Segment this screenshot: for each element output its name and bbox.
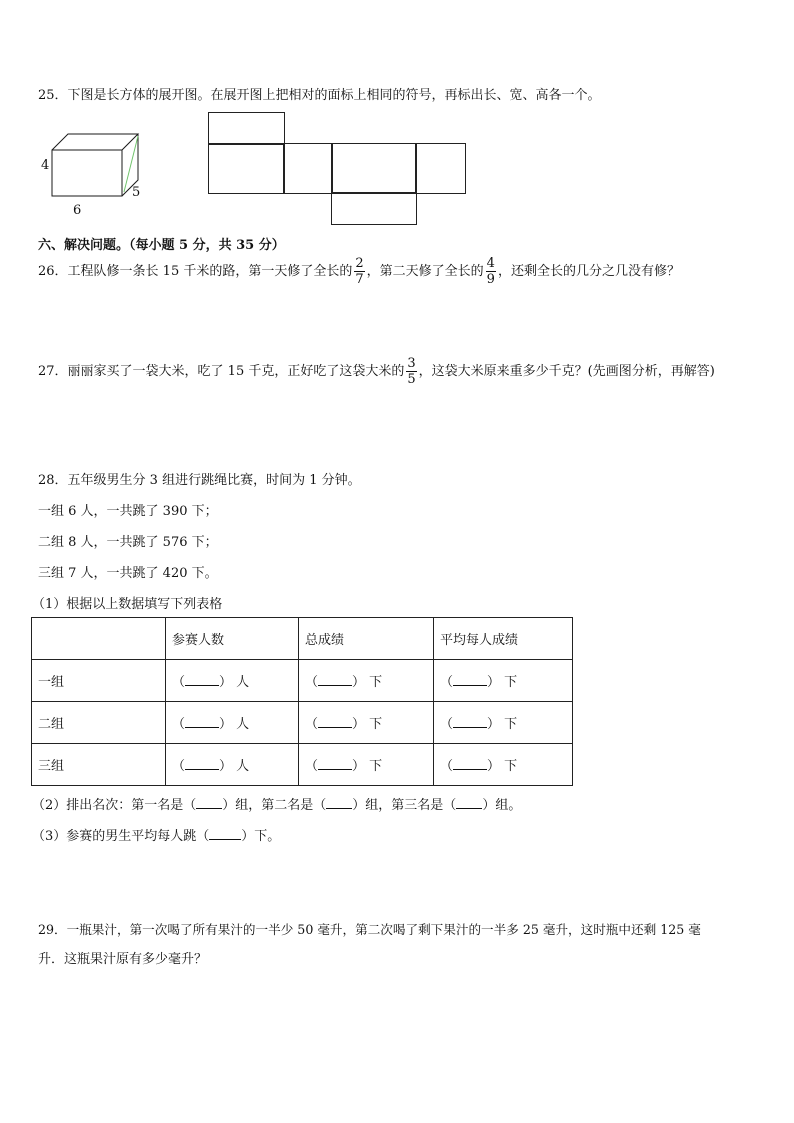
rank-third-blank[interactable]	[456, 796, 482, 809]
question-27	[38, 357, 715, 386]
answer-blank[interactable]	[453, 673, 487, 686]
answer-blank[interactable]	[453, 715, 487, 728]
group-label: 三组	[32, 744, 166, 786]
question-29-line1: 29．一瓶果汁，第一次喝了所有果汁的一半少 50 毫升，第二次喝了剩下果汁的一半多 25 毫升，这时瓶中还剩 125 毫	[38, 922, 701, 937]
sub2-text-a: （2）排出名次：第一名是（	[32, 798, 197, 813]
question-28-line3: 三组 7 人，一共跳了 420 下。	[38, 566, 218, 581]
question-29-line2: 升．这瓶果汁原有多少毫升？	[38, 952, 208, 967]
unit-label: 人	[236, 675, 250, 690]
question-26-part2: ，第二天修了全长的	[366, 264, 484, 279]
question-27-part1: 27．丽丽家买了一袋大米，吃了 15 千克，正好吃了这袋大米的	[38, 364, 405, 379]
net-face-bottom[interactable]	[331, 192, 417, 225]
question-26-part1: 26．工程队修一条长 15 千米的路，第一天修了全长的	[38, 264, 353, 279]
fraction-denominator: 9	[486, 272, 495, 287]
question-26-part3: ，还剩全长的几分之几没有修？	[497, 264, 680, 279]
table-header-cell: 参赛人数	[166, 618, 299, 660]
fraction-3-5	[406, 357, 416, 386]
question-25-text: 25．下图是长方体的展开图。在展开图上把相对的面标上相同的符号，再标出长、宽、高各一个。	[38, 88, 601, 103]
answer-blank[interactable]	[318, 757, 352, 770]
net-face-side-left[interactable]	[283, 143, 333, 194]
answer-blank[interactable]	[318, 715, 352, 728]
score-table	[31, 617, 573, 786]
unit-label: 下	[369, 717, 383, 732]
answer-blank[interactable]	[185, 757, 219, 770]
group-label: 二组	[32, 702, 166, 744]
sub2-text-b: ）组，第二名是（	[222, 798, 327, 813]
table-row	[32, 660, 573, 702]
table-row	[32, 702, 573, 744]
unit-label: 下	[504, 759, 518, 774]
answer-cell[interactable]: （ ） 下	[299, 702, 434, 744]
table-header-cell	[32, 618, 166, 660]
question-28-sub2	[32, 794, 521, 813]
net-face-top[interactable]	[208, 112, 285, 145]
rank-first-blank[interactable]	[196, 796, 222, 809]
table-row	[32, 744, 573, 786]
answer-cell[interactable]: （ ） 下	[434, 702, 573, 744]
average-blank[interactable]	[209, 827, 241, 840]
fraction-denominator: 7	[355, 272, 364, 287]
question-26	[38, 257, 680, 286]
net-face-front[interactable]	[208, 143, 285, 194]
sub2-text-d: ）组。	[482, 798, 522, 813]
rank-second-blank[interactable]	[326, 796, 352, 809]
unit-label: 下	[369, 675, 383, 690]
answer-cell[interactable]: （ ） 下	[299, 660, 434, 702]
cuboid-length-label: 6	[73, 203, 82, 218]
cuboid-width-edge-highlight	[124, 136, 138, 192]
net-face-side-right[interactable]	[415, 143, 466, 194]
answer-cell[interactable]: （ ） 人	[166, 702, 299, 744]
answer-cell[interactable]: （ ） 下	[434, 660, 573, 702]
answer-blank[interactable]	[185, 715, 219, 728]
cuboid-front-face	[52, 150, 122, 196]
cuboid-height-label: 4	[41, 158, 50, 173]
fraction-denominator: 5	[407, 372, 416, 387]
answer-blank[interactable]	[318, 673, 352, 686]
unit-label: 人	[236, 759, 250, 774]
unit-label: 下	[504, 675, 518, 690]
question-28-intro: 28．五年级男生分 3 组进行跳绳比赛，时间为 1 分钟。	[38, 473, 361, 488]
table-header-cell: 总成绩	[299, 618, 434, 660]
table-header-cell: 平均每人成绩	[434, 618, 573, 660]
sub3-text-a: （3）参赛的男生平均每人跳（	[32, 829, 210, 844]
sub2-text-c: ）组，第三名是（	[352, 798, 457, 813]
fraction-4-9	[486, 257, 496, 286]
question-28-sub3	[32, 825, 280, 844]
net-face-back[interactable]	[331, 143, 417, 194]
fraction-2-7	[354, 257, 364, 286]
answer-cell[interactable]: （ ） 人	[166, 660, 299, 702]
cuboid-top-face	[52, 134, 138, 150]
answer-blank[interactable]	[453, 757, 487, 770]
table-header-row	[32, 618, 573, 660]
question-27-part2: ，这袋大米原来重多少千克？(先画图分析，再解答)	[418, 364, 715, 379]
unit-label: 下	[504, 717, 518, 732]
cuboid-figure	[36, 130, 146, 220]
fraction-numerator: 4	[486, 256, 495, 271]
section-6-heading: 六、解决问题。（每小题 5 分，共 35 分）	[38, 238, 285, 253]
question-28-line1: 一组 6 人，一共跳了 390 下；	[38, 504, 218, 519]
cuboid-width-label: 5	[132, 185, 141, 200]
unit-label: 下	[369, 759, 383, 774]
unit-label: 人	[236, 717, 250, 732]
group-label: 一组	[32, 660, 166, 702]
fraction-numerator: 3	[407, 356, 416, 371]
answer-cell[interactable]: （ ） 下	[299, 744, 434, 786]
answer-cell[interactable]: （ ） 人	[166, 744, 299, 786]
fraction-numerator: 2	[355, 256, 364, 271]
question-28-line2: 二组 8 人，一共跳了 576 下；	[38, 535, 218, 550]
sub3-text-b: ）下。	[241, 829, 281, 844]
answer-blank[interactable]	[185, 673, 219, 686]
answer-cell[interactable]: （ ） 下	[434, 744, 573, 786]
question-28-sub1: （1）根据以上数据填写下列表格	[32, 597, 223, 612]
